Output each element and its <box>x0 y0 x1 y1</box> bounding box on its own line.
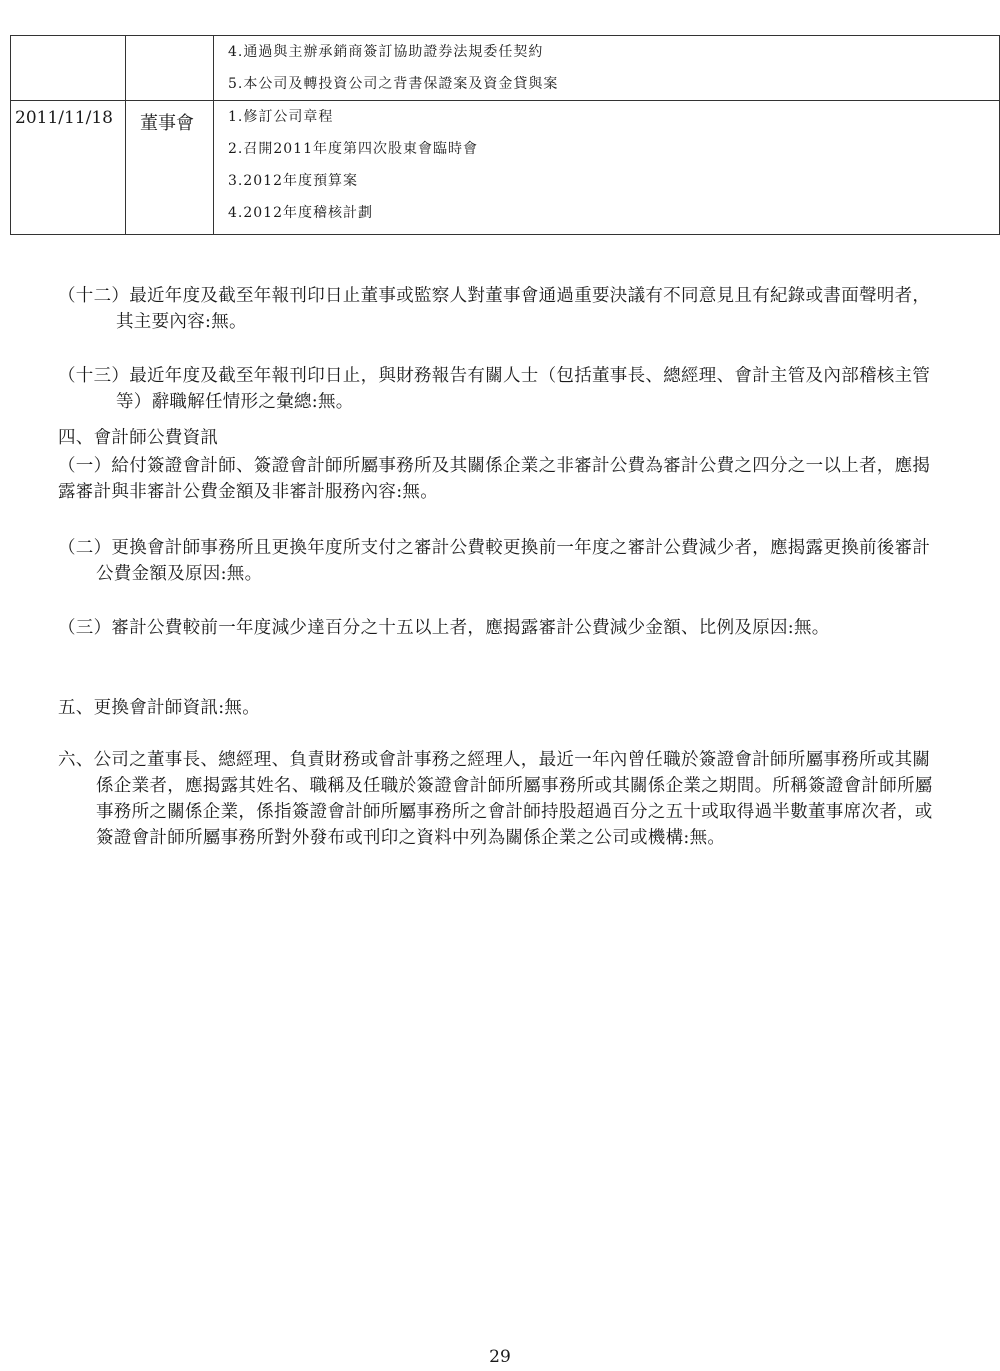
table-row <box>11 36 1000 101</box>
resolution-item: 4.通過與主辦承銷商簽訂協助證券法規委任契約 <box>228 44 544 60</box>
resolution-item: 5.本公司及轉投資公司之背書保證案及資金貸與案 <box>228 76 559 92</box>
section-12: （十二）最近年度及截至年報刊印日止董事或監察人對董事會通過重要決議有不同意見且有紀錄或書面聲明者，其主要內容:無。 <box>58 286 931 332</box>
section-four-1: （一）給付簽證會計師、簽證會計師所屬事務所及其關係企業之非審計公費為審計公費之四分之一以上者，應揭露審計與非審計公費金額及非審計服務內容:無。 <box>58 456 931 502</box>
resolutions-table <box>10 35 1000 235</box>
resolution-item: 3.2012年度預算案 <box>228 173 358 189</box>
resolution-item: 2.召開2011年度第四次股東會臨時會 <box>228 141 478 157</box>
resolution-item: 1.修訂公司章程 <box>228 109 334 125</box>
section-four-3: （三）審計公費較前一年度減少達百分之十五以上者，應揭露審計公費減少金額、比例及原因:無。 <box>58 618 830 638</box>
section-five: 五、更換會計師資訊:無。 <box>58 698 260 718</box>
section-13: （十三）最近年度及截至年報刊印日止，與財務報告有關人士（包括董事長、總經理、會計主管及內部稽核主管等）辭職解任情形之彙總:無。 <box>58 366 931 412</box>
resolution-item: 4.2012年度稽核計劃 <box>228 205 373 221</box>
meeting-type: 董事會 <box>126 101 214 235</box>
meeting-date: 2011/11/18 <box>11 101 126 235</box>
section-four-heading: 四、會計師公費資訊 <box>58 428 219 448</box>
section-six: 六、公司之董事長、總經理、負責財務或會計事務之經理人，最近一年內曾任職於簽證會計師所屬事務所或其關係企業者，應揭露其姓名、職稱及任職於簽證會計師所屬事務所或其關係企業之期間。所稱簽證會計師所屬事務所之關係企業，係指簽證會計師所屬事務所之會計師持股超過百分之五十或取得過半數董事席次者，或簽證會計師所屬事務所對外發布或刊印之資料中列為關係企業之公司或機構:無。 <box>58 750 933 848</box>
section-four-2: （二）更換會計師事務所且更換年度所支付之審計公費較更換前一年度之審計公費減少者，應揭露更換前後審計公費金額及原因:無。 <box>58 538 931 584</box>
table-row <box>11 101 1000 235</box>
page-number: 29 <box>489 1347 511 1367</box>
